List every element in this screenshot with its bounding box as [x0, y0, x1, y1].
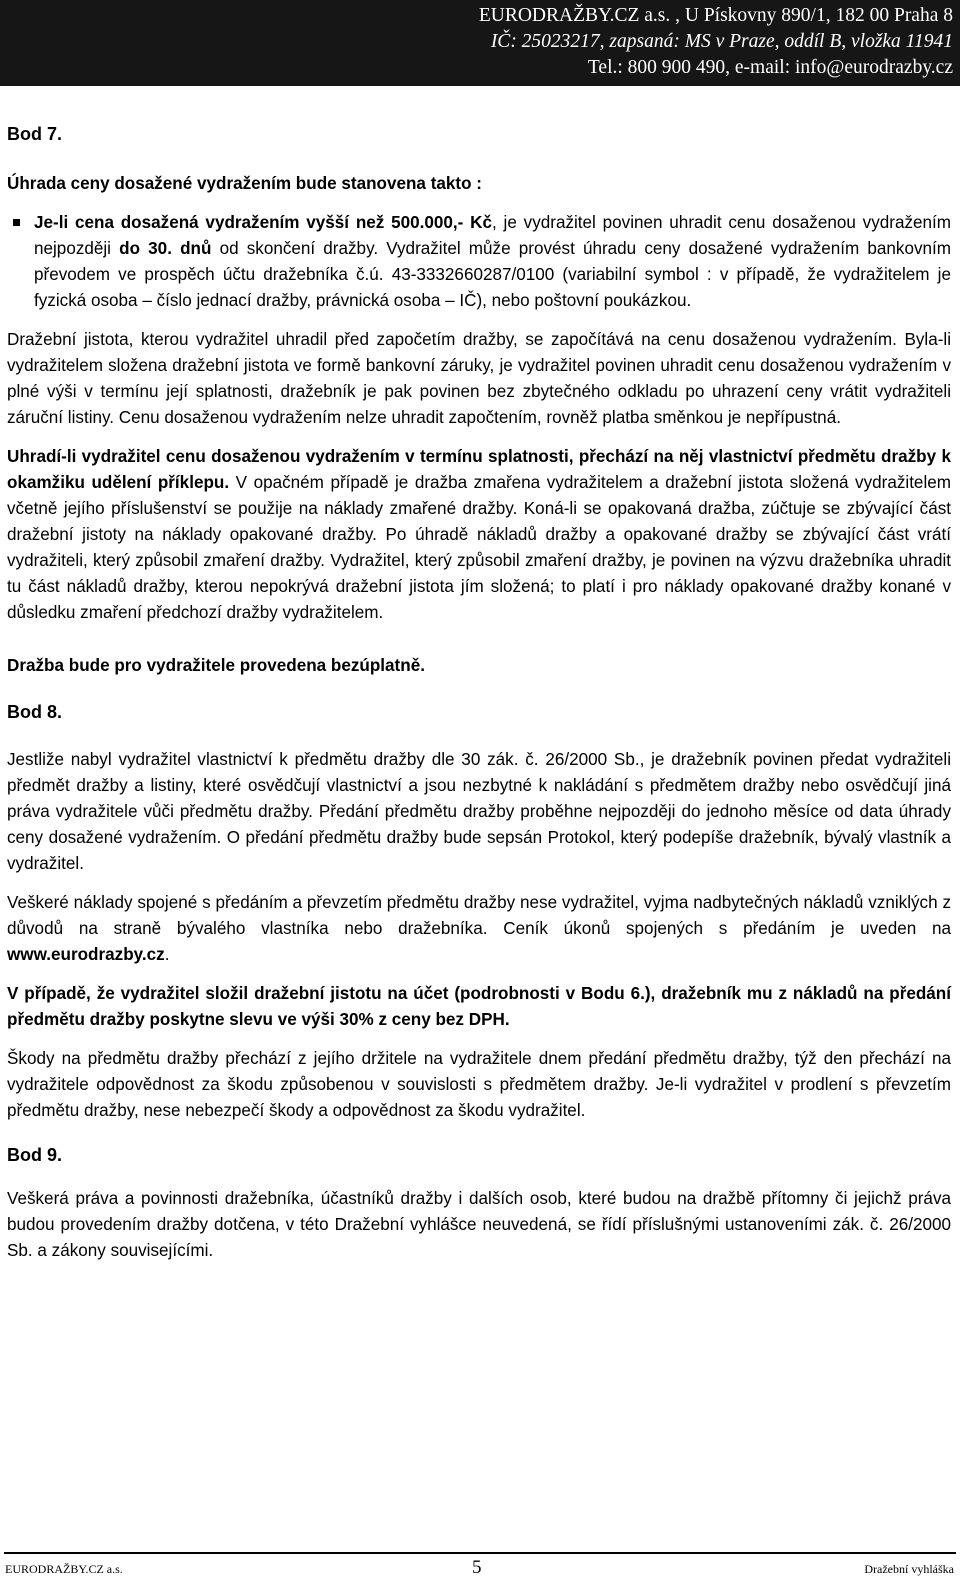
paragraph-naklady: Veškeré náklady spojené s předáním a převzetím předmětu dražby nese vydražitel, vyjma nadbytečných nákladů vzniklých z důvodů na straně bývalého vlastníka nebo dražebníka. Ceník úkonů spojených s předáním je uveden na www.eurodrazby.cz. [7, 893, 951, 964]
page-header [0, 0, 960, 86]
paragraph-prava: Veškerá práva a povinnosti dražebníka, účastníků dražby i dalších osob, které budou na dražbě přítomny či jejichž práva budou provedením dražby dotčena, v této Dražební vyhlášce neuvedená, se řídí příslušnými ustanoveními zák. č. 26/2000 Sb. a zákony souvisejícími. [7, 1189, 951, 1260]
paragraph-uhradi: Uhradí-li vydražitel cenu dosaženou vydražením v termínu splatnosti, přechází na něj vlastnictví předmětu dražby k okamžiku udělení příklepu. V opačném případě je dražba zmařena vydražitelem a dražební jistota složená vydražitelem včetně jejího příslušenství se použije na náklady zmařené dražby. Koná-li se opakovaná dražba, zúčtuje se zbývající část dražební jistoty na náklady opakované dražby. Po úhradě nákladů dražby a opakované dražby se zbývající část vrátí vydražiteli, který způsobil zmaření dražby. Vydražitel, který způsobil zmaření dražby, je povinen na výzvu dražebníka uhradit tu část nákladů dražby, kterou nepokrývá dražební jistota jím složená; to platí i pro náklady opakované dražby konané v důsledku zmaření předchozí dražby vydražitelem. [7, 447, 951, 622]
footer-company: EURODRAŽBY.CZ a.s. [5, 1562, 123, 1576]
bullet-square-icon [13, 219, 20, 226]
header-registration-line: IČ: 25023217, zapsaná: MS v Praze, oddíl B, vložka 11941 [490, 31, 953, 52]
paragraph-sleva: V případě, že vydražitel složil dražební jistotu na účet (podrobnosti v Bodu 6.), dražebník mu z nákladů na předání předmětu dražby poskytne slevu ve výši 30% z ceny bez DPH. [7, 984, 951, 1029]
footer-document-title: Dražební vyhláška [864, 1562, 954, 1576]
payment-bullet: Je-li cena dosažená vydražením vyšší než 500.000,- Kč, je vydražitel povinen uhradit cenu dosaženou vydražením nejpozději do 30. dnů od skončení dražby. Vydražitel může provést úhradu ceny dosažené vydražením bankovním převodem ve prospěch účtu dražebníka č.ú. 43-3332660287/0100 (variabilní symbol : v případě, že vydražitelem je fyzická osoba – číslo jednací dražby, právnická osoba – IČ), nebo poštovní poukázkou. [7, 210, 951, 314]
website-link[interactable]: www.eurodrazby.cz [7, 945, 165, 964]
section-heading-bod9: Bod 9. [7, 1145, 63, 1165]
document-body [7, 121, 951, 1264]
header-contact-line: Tel.: 800 900 490, e-mail: info@eurodrazby.cz [587, 57, 953, 78]
paragraph-skody: Škody na předmětu dražby přechází z jejího držitele na vydražitele dnem předání předmětu dražby, týž den přechází na vydražitele odpovědnost za škodu způsobenou v souvislosti s předmětem dražby. Je-li vydražitel v prodlení s převzetím předmětu dražby, nese nebezpečí škody a odpovědnost za škodu vydražitel. [7, 1049, 951, 1120]
payment-intro: Úhrada ceny dosažené vydražením bude stanovena takto : [7, 174, 482, 193]
section-heading-bod8: Bod 8. [7, 702, 63, 722]
paragraph-predani: Jestliže nabyl vydražitel vlastnictví k předmětu dražby dle 30 zák. č. 26/2000 Sb., je dražebník povinen předat vydražiteli předmět dražby a listiny, které osvědčují vlastnictví a jsou nezbytné k nakládání s předmětem dražby nebo osvědčují jiná práva vydražitele vůči předmětu dražby. Předání předmětu dražby proběhne nejpozději do jednoho měsíce od data úhrady ceny dosažené vydražením. O předání předmětu dražby bude sepsán Protokol, který podepíše dražebník, bývalý vlastník a vydražitel. [7, 750, 951, 873]
page-footer [0, 1552, 960, 1581]
section-heading-bod7: Bod 7. [7, 124, 63, 144]
paragraph-bezuplatne: Dražba bude pro vydražitele provedena bezúplatně. [7, 656, 425, 675]
page-number: 5 [472, 1557, 482, 1578]
footer-divider [4, 1552, 956, 1554]
header-company-line: EURODRAŽBY.CZ a.s. , U Pískovny 890/1, 182 00 Praha 8 [478, 5, 953, 26]
paragraph-jistota: Dražební jistota, kterou vydražitel uhradil před započetím dražby, se započítává na cenu dosaženou vydražením. Byla-li vydražitelem složena dražební jistota ve formě bankovní záruky, je vydražitel povinen uhradit cenu dosaženou vydražením v plné výši v termínu její splatnosti, dražebník je pak povinen bez zbytečného odkladu po uhrazení ceny vrátit vydražiteli záruční listiny. Cenu dosaženou vydražením nelze uhradit započtením, rovněž platba směnkou je nepřípustná. [7, 330, 951, 427]
